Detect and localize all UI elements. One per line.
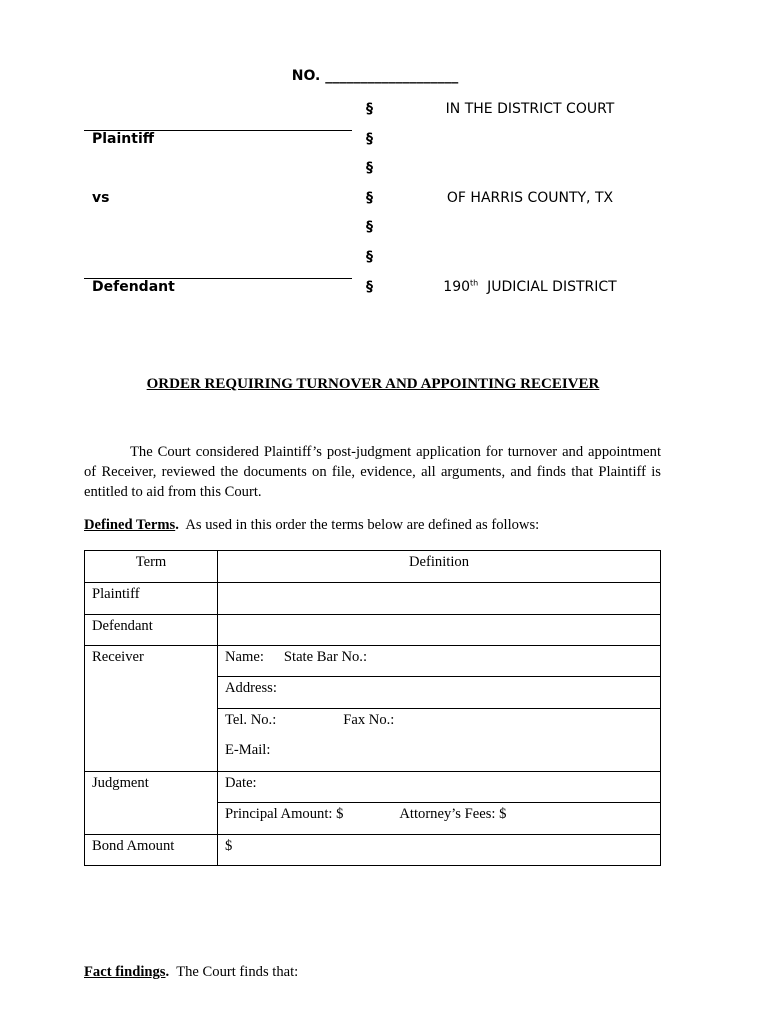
definition-judgment — [218, 772, 660, 834]
judgment-amount-row — [218, 803, 660, 834]
county-line: OF HARRIS COUNTY, TX — [446, 190, 614, 206]
receiver-fax-label: Fax No.: — [343, 712, 395, 728]
defendant-label: Defendant — [92, 279, 175, 295]
judgment-date-label: Date: — [225, 775, 257, 791]
term-bond-amount: Bond Amount — [85, 835, 218, 865]
vs-label: vs — [92, 190, 110, 206]
section-symbol: § — [366, 249, 373, 265]
intro-paragraph: The Court considered Plaintiff’s post-judgment application for turnover and appointment of Receiver, reviewed the documents on file, evidence, all arguments, and finds that Plaintiff is entitled to aid from this Court. — [84, 444, 661, 500]
fact-findings-paragraph: Fact findings. The Court finds that: — [84, 964, 299, 980]
definition-plaintiff — [218, 583, 660, 614]
section-symbol: § — [366, 279, 373, 295]
header-definition: Definition — [409, 554, 469, 570]
judgment-principal-label: Principal Amount: $ — [225, 806, 344, 822]
receiver-phone-line — [225, 712, 653, 728]
receiver-name-label: Name: — [225, 649, 264, 665]
defined-terms-heading: Defined Terms — [84, 517, 176, 533]
receiver-email-label: E-Mail: — [225, 742, 271, 758]
term-judgment: Judgment — [85, 772, 218, 834]
section-symbol: § — [366, 101, 373, 117]
definition-defendant — [218, 615, 660, 645]
district-label: JUDICIAL DISTRICT — [487, 279, 617, 295]
court-name-line: IN THE DISTRICT COURT — [445, 101, 615, 117]
receiver-address-row — [218, 677, 660, 709]
judicial-district-line — [420, 279, 640, 295]
receiver-email-line — [225, 742, 653, 758]
fact-findings-heading: Fact findings — [84, 964, 166, 980]
term-defendant: Defendant — [85, 615, 218, 645]
judgment-fees-label: Attorney’s Fees: $ — [399, 806, 507, 822]
judgment-date-row — [218, 772, 660, 803]
term-plaintiff: Plaintiff — [85, 583, 218, 614]
receiver-address-label: Address: — [225, 680, 277, 696]
table-header-row — [85, 551, 660, 583]
section-symbol: § — [366, 190, 373, 206]
table-row-plaintiff — [85, 583, 660, 615]
receiver-bar-label: State Bar No.: — [283, 649, 367, 665]
table-row-bond — [85, 835, 660, 865]
receiver-contact-row — [218, 709, 660, 770]
section-symbol: § — [366, 160, 373, 176]
plaintiff-label: Plaintiff — [92, 131, 155, 147]
section-symbol: § — [366, 131, 373, 147]
term-receiver: Receiver — [85, 646, 218, 771]
receiver-tel-label: Tel. No.: — [225, 712, 277, 728]
definition-receiver — [218, 646, 660, 771]
district-number: 190 — [443, 279, 471, 295]
receiver-name-row — [218, 646, 660, 677]
defined-terms-text: As used in this order the terms below are defined as follows: — [185, 517, 540, 533]
section-symbol: § — [366, 219, 373, 235]
table-row-judgment — [85, 772, 660, 835]
case-number: NO. ___________________ — [291, 68, 459, 84]
order-title: ORDER REQUIRING TURNOVER AND APPOINTING RECEIVER — [146, 376, 600, 392]
table-row-defendant — [85, 615, 660, 646]
definitions-table — [84, 550, 661, 866]
table-row-receiver — [85, 646, 660, 772]
header-term: Term — [85, 551, 218, 582]
definition-bond-amount: $ — [225, 838, 233, 854]
defined-terms-paragraph: Defined Terms. As used in this order the terms below are defined as follows: — [84, 517, 540, 533]
fact-findings-text: The Court finds that: — [176, 964, 299, 980]
district-ordinal-suffix: th — [470, 278, 479, 288]
